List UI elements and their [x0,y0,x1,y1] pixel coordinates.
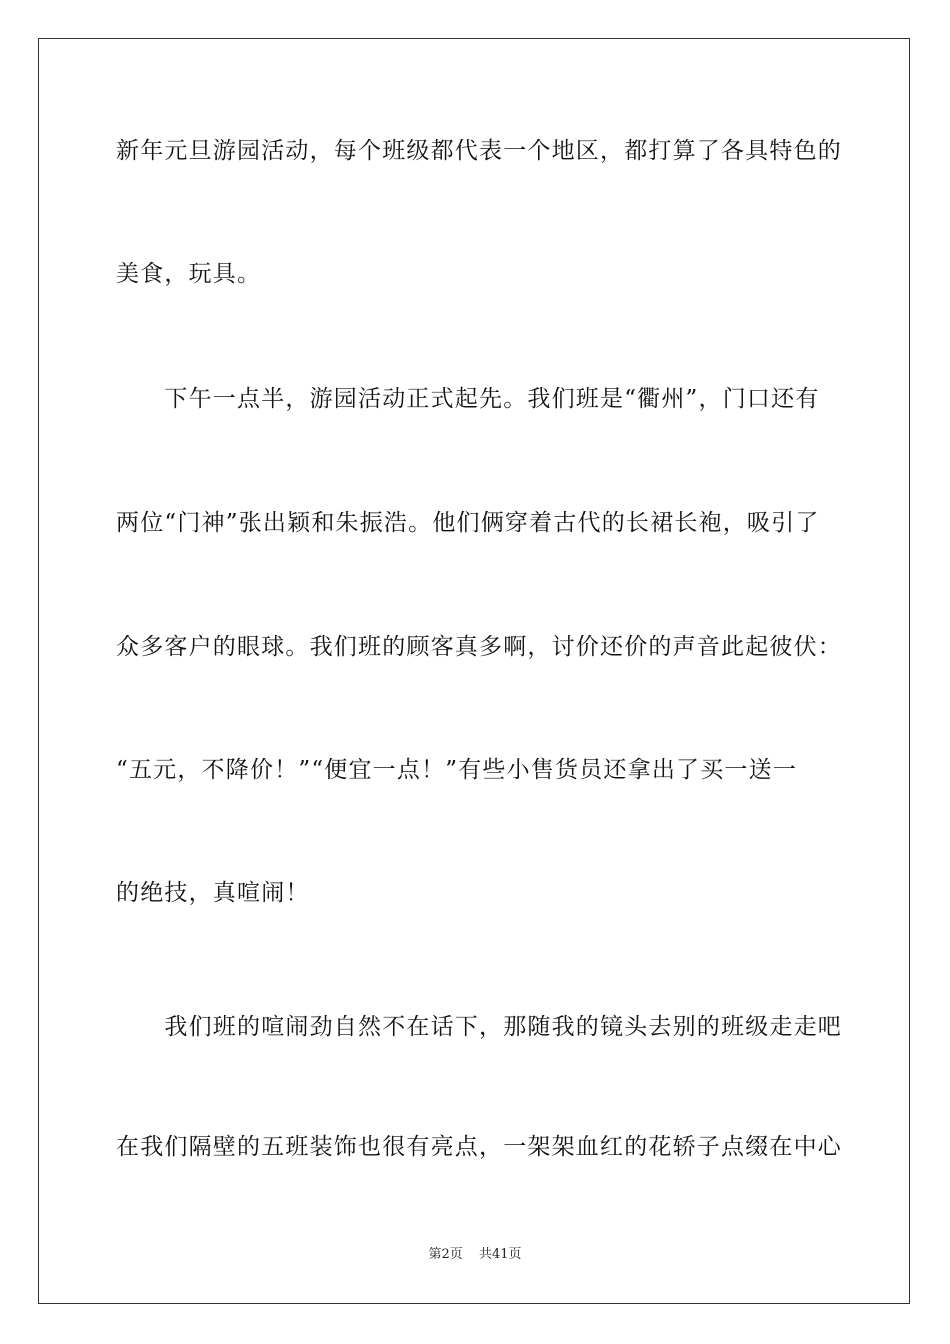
text-line-5: 众多客户的眼球。我们班的顾客真多啊，讨价还价的声音此起彼伏： [116,634,842,660]
text-line-6: “五元，不降价！”“便宜一点！”有些小售货员还拿出了买一送一 [116,757,798,783]
page-number: 第2页 [428,1247,463,1262]
page-total: 共41页 [478,1247,522,1262]
page-frame [38,38,910,1304]
page-footer [0,1246,950,1264]
text-line-8: 我们班的喧闹劲自然不在话下，那随我的镜头去别的班级走走吧 [116,1014,842,1040]
text-line-9: 在我们隔壁的五班装饰也很有亮点，一架架血红的花轿子点缀在中心 [116,1134,842,1160]
text-line-4: 两位“门神”张出颖和朱振浩。他们俩穿着古代的长裙长袍，吸引了 [116,510,820,536]
text-line-1: 新年元旦游园活动，每个班级都代表一个地区，都打算了各具特色的 [116,138,842,164]
text-line-2: 美食，玩具。 [116,261,262,287]
text-line-7: 的绝技，真喧闹！ [116,880,310,906]
text-line-3: 下午一点半，游园活动正式起先。我们班是“衢州”，门口还有 [116,386,820,412]
